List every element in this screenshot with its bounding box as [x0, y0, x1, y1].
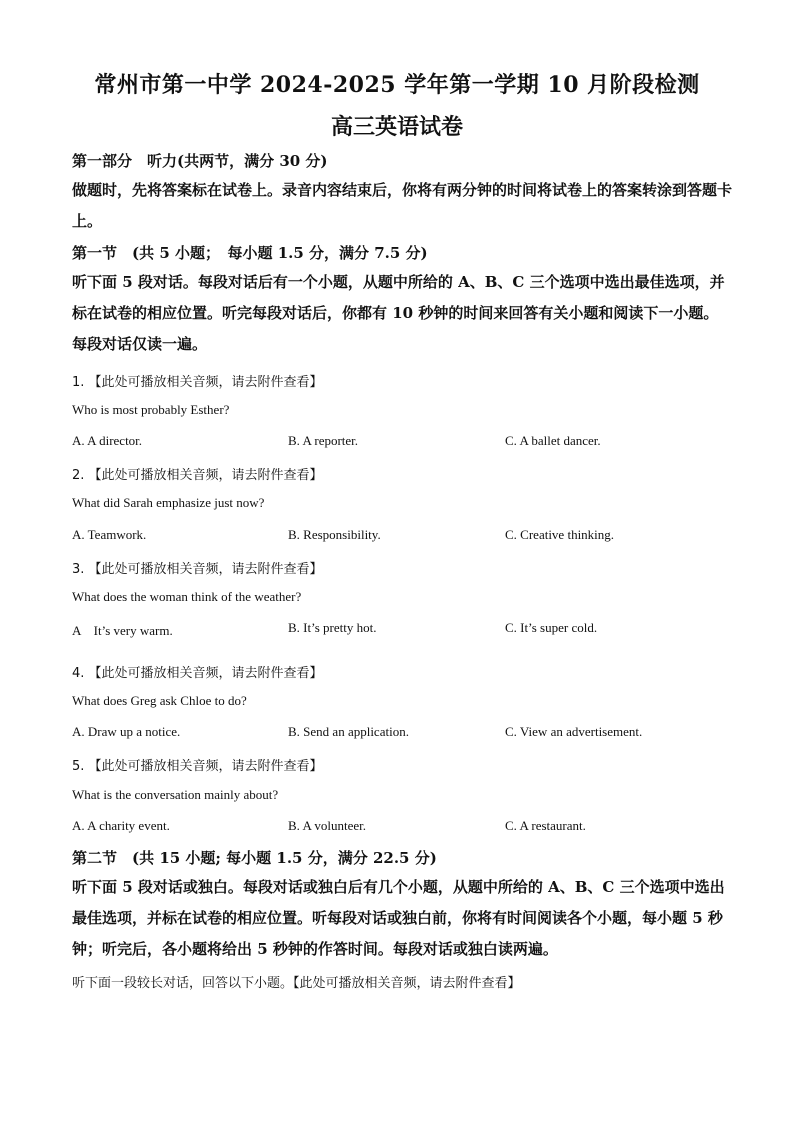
question-number: 2. — [72, 468, 85, 483]
question-4-option-c: C. View an advertisement. — [505, 724, 643, 739]
question-number: 3. — [72, 562, 85, 577]
question-1-option-a: A. A director. — [72, 433, 143, 448]
question-2-option-a: A. Teamwork. — [72, 527, 147, 542]
audio-note: 【此处可播放相关音频，请去附件查看】 — [88, 759, 323, 774]
question-3-option-a: A It’s very warm. — [72, 623, 173, 638]
question-1-text: Who is most probably Esther? — [72, 402, 230, 417]
question-number: 1. — [72, 375, 85, 390]
question-4-option-b: B. Send an application. — [288, 724, 409, 739]
question-5-header — [72, 755, 323, 774]
question-4-text: What does Greg ask Chloe to do? — [72, 693, 247, 708]
audio-note: 【此处可播放相关音频，请去附件查看】 — [88, 468, 323, 483]
exam-title: 常州市第一中学 2024-2025 学年第一学期 10 月阶段检测 — [94, 72, 700, 98]
audio-note: 【此处可播放相关音频，请去附件查看】 — [88, 666, 323, 681]
question-5-option-c: C. A restaurant. — [505, 818, 586, 833]
question-5-text: What is the conversation mainly about? — [72, 787, 279, 802]
question-4-header — [72, 662, 323, 681]
audio-note: 【此处可播放相关音频，请去附件查看】 — [88, 562, 323, 577]
question-5-option-b: B. A volunteer. — [288, 818, 366, 833]
question-2-header — [72, 464, 323, 483]
section2-heading: 第二节 (共 15 小题; 每小题 1.5 分，满分 22.5 分) — [72, 849, 437, 867]
question-2-text: What did Sarah emphasize just now? — [72, 495, 265, 510]
audio-note: 【此处可播放相关音频，请去附件查看】 — [88, 375, 323, 390]
exam-subtitle: 高三英语试卷 — [330, 114, 463, 140]
section1-heading: 第一节 (共 5 小题； 每小题 1.5 分，满分 7.5 分) — [72, 244, 428, 262]
question-1-option-b: B. A reporter. — [288, 433, 359, 448]
part1-heading: 第一部分 听力(共两节，满分 30 分) — [72, 152, 328, 170]
question-1-option-c: C. A ballet dancer. — [505, 433, 601, 448]
question-5-option-a: A. A charity event. — [72, 818, 170, 833]
question-4-option-a: A. Draw up a notice. — [72, 724, 181, 739]
question-2-option-b: B. Responsibility. — [288, 527, 381, 542]
question-number: 5. — [72, 759, 85, 774]
section1-instructions: 听下面 5 段对话。每段对话后有一个小题，从题中所给的 A、B、C 三个选项中选出最佳选项，并标在试卷的相应位置。听完每段对话后，你都有 10 秒钟的时间来回答有关小题和阅读下一小题。每段对话仅读一遍。 — [72, 273, 725, 353]
question-3-option-c: C. It’s super cold. — [505, 620, 598, 635]
question-number: 4. — [72, 666, 85, 681]
section2-audio-prompt: 听下面一段较长对话，回答以下小题。【此处可播放相关音频，请去附件查看】 — [72, 976, 521, 991]
question-2-option-c: C. Creative thinking. — [505, 527, 615, 542]
question-3-option-b: B. It’s pretty hot. — [288, 620, 377, 635]
question-1-header — [72, 371, 323, 390]
section2-instructions: 听下面 5 段对话或独白。每段对话或独白后有几个小题，从题中所给的 A、B、C 三个选项中选出最佳选项，并标在试卷的相应位置。听每段对话或独白前，你将有时间阅读各个小题，每小题 5 秒钟；听完后，各小题将给出 5 秒钟的作答时间。每段对话或独白读两遍。 — [72, 878, 725, 958]
part1-instructions: 做题时，先将答案标在试卷上。录音内容结束后，你将有两分钟的时间将试卷上的答案转涂到答题卡上。 — [72, 181, 733, 230]
question-3-header — [72, 558, 323, 577]
question-3-text: What does the woman think of the weather? — [72, 589, 302, 604]
